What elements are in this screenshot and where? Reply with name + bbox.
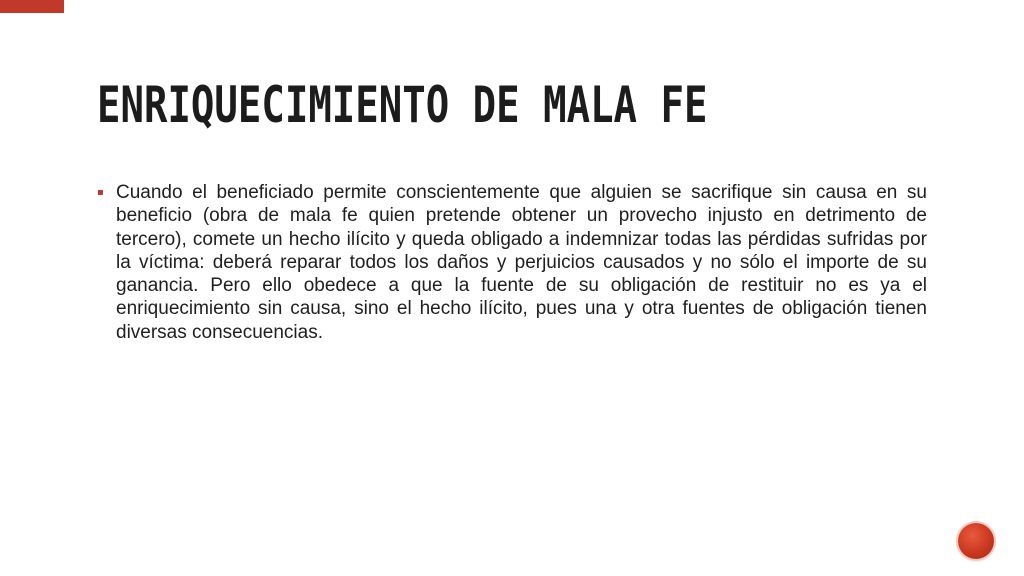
slide-number-badge [958,523,994,559]
bullet-text: Cuando el beneficiado permite conscientemente que alguien se sacrifique sin causa en su beneficio (obra de mala fe quien pretende obtener un provecho injusto en detrimento de tercero), comete un hecho ilícito y queda obligado a indemnizar todas las pérdidas sufridas por la víctima: deberá reparar todos los daños y perjuicios causados y no sólo el importe de su ganancia. Pero ello obedece a que la fuente de su obligación de restituir no es ya el enriquecimiento sin causa, sino el hecho ilícito, pues una y otra fuentes de obligación tienen diversas consecuencias. [116,182,927,343]
bullet-list [97,181,927,344]
slide-title: ENRIQUECIMIENTO DE MALA FE [97,76,708,134]
bullet-item [97,181,927,344]
accent-bar [0,0,64,13]
square-bullet-icon: ▪ [97,187,104,198]
